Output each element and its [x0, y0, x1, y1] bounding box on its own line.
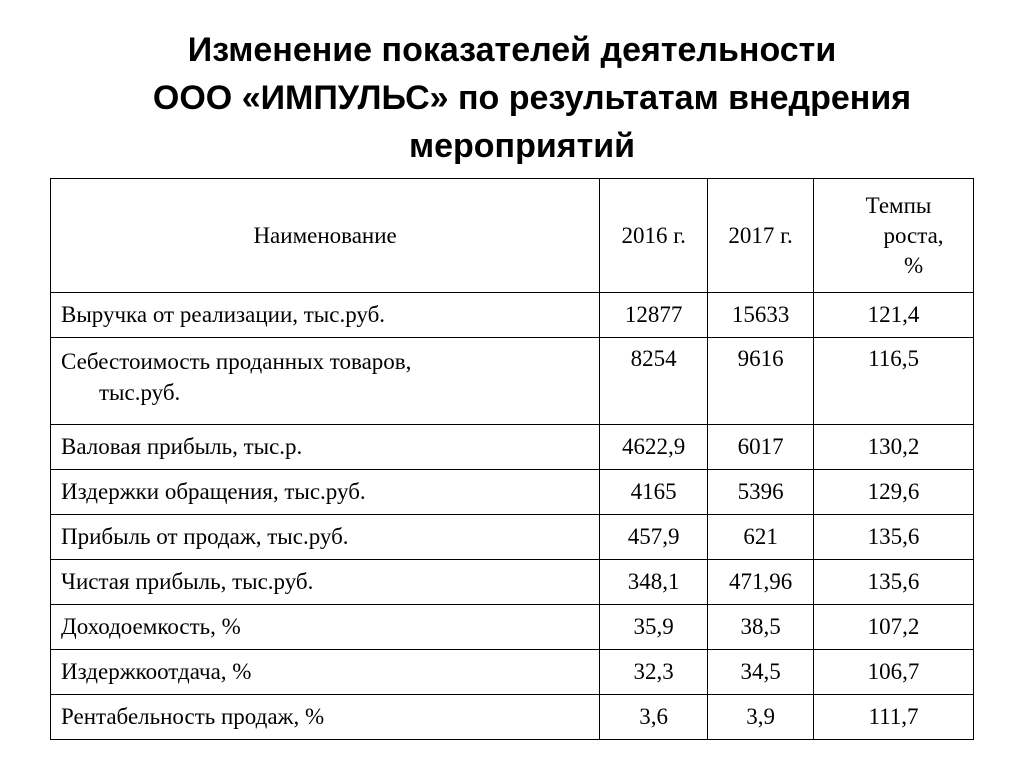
row-growth-rate: 107,2 [814, 605, 974, 650]
table-row [51, 515, 974, 560]
table-row [51, 470, 974, 515]
row-growth-rate: 121,4 [814, 293, 974, 338]
row-name: Валовая прибыль, тыс.р. [51, 425, 600, 470]
slide-title [40, 26, 984, 170]
row-name [51, 338, 600, 425]
header-2017: 2017 г. [708, 179, 814, 293]
title-line-1: Изменение показателей деятельности [187, 31, 837, 69]
row-value-2016: 4165 [600, 470, 708, 515]
row-value-2016: 8254 [600, 338, 708, 425]
header-growth-rate [814, 179, 974, 293]
row-value-2017: 471,96 [708, 560, 814, 605]
title-line-3: мероприятий [408, 127, 636, 165]
row-name: Доходоемкость, % [51, 605, 600, 650]
row-value-2017: 6017 [708, 425, 814, 470]
row-value-2016: 3,6 [600, 695, 708, 740]
row-value-2016: 457,9 [600, 515, 708, 560]
indicators-table [50, 178, 974, 740]
row-growth-rate: 129,6 [814, 470, 974, 515]
row-value-2016: 4622,9 [600, 425, 708, 470]
row-name-line-1: Себестоимость проданных товаров, [61, 349, 412, 374]
title-line-2: ООО «ИМПУЛЬС» по результатам внедрения [152, 79, 912, 117]
row-value-2017: 38,5 [708, 605, 814, 650]
header-rate-line-3: % [903, 252, 924, 278]
header-name: Наименование [51, 179, 600, 293]
table-row [51, 605, 974, 650]
table-row [51, 293, 974, 338]
table-row [51, 338, 974, 425]
row-name-line-2: тыс.руб. [99, 380, 181, 405]
row-name: Чистая прибыль, тыс.руб. [51, 560, 600, 605]
row-value-2016: 32,3 [600, 650, 708, 695]
table-row [51, 560, 974, 605]
table-row [51, 650, 974, 695]
row-name: Издержкоотдача, % [51, 650, 600, 695]
table-header-row [51, 179, 974, 293]
row-value-2017: 15633 [708, 293, 814, 338]
row-value-2016: 348,1 [600, 560, 708, 605]
row-growth-rate: 111,7 [814, 695, 974, 740]
row-value-2017: 3,9 [708, 695, 814, 740]
row-growth-rate: 106,7 [814, 650, 974, 695]
row-value-2016: 35,9 [600, 605, 708, 650]
table-row [51, 695, 974, 740]
row-growth-rate: 135,6 [814, 560, 974, 605]
row-value-2016: 12877 [600, 293, 708, 338]
row-name: Прибыль от продаж, тыс.руб. [51, 515, 600, 560]
row-value-2017: 34,5 [708, 650, 814, 695]
row-value-2017: 5396 [708, 470, 814, 515]
table-row [51, 425, 974, 470]
header-rate-line-1: Темпы [865, 192, 932, 218]
row-growth-rate: 135,6 [814, 515, 974, 560]
row-growth-rate: 130,2 [814, 425, 974, 470]
row-name: Рентабельность продаж, % [51, 695, 600, 740]
row-value-2017: 621 [708, 515, 814, 560]
row-growth-rate: 116,5 [814, 338, 974, 425]
row-name: Издержки обращения, тыс.руб. [51, 470, 600, 515]
header-rate-line-2: роста, [883, 222, 944, 248]
header-2016: 2016 г. [600, 179, 708, 293]
row-name: Выручка от реализации, тыс.руб. [51, 293, 600, 338]
row-value-2017: 9616 [708, 338, 814, 425]
